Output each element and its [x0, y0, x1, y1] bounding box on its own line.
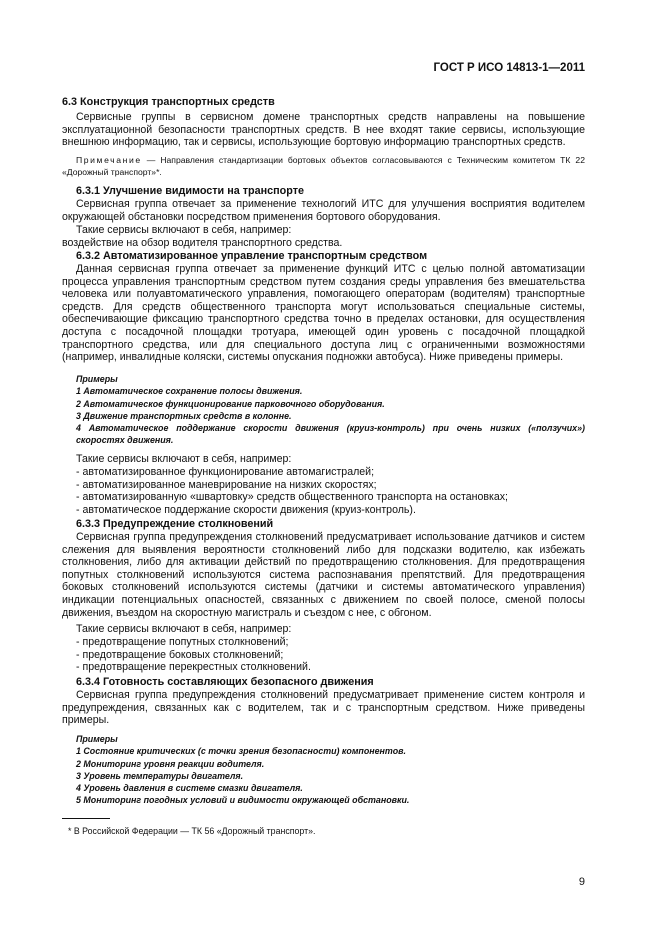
- list-item: - предотвращение попутных столкновений;: [76, 636, 289, 648]
- list-item: - автоматизированное функционирование автомагистралей;: [76, 466, 375, 478]
- examples-title: Примеры: [76, 374, 118, 384]
- examples-title: Примеры: [76, 734, 118, 744]
- section-6-3-2-intro: Такие сервисы включают в себя, например:: [76, 453, 292, 465]
- note-text: — Направления стандартизации бортовых объектов согласовываются с Техническим комитетом ТК 22 «Дорожный транспорт»*.: [62, 155, 585, 177]
- example-item: 2 Автоматическое функционирование парковочного оборудования.: [76, 398, 385, 409]
- page-number: 9: [578, 876, 585, 888]
- section-6-3-3-paragraph: Сервисная группа предупреждения столкновений предусматривает использование датчиков и систем слежения для выявления вероятности столкновений либо для подсказки водителю, как избежать столкновения, либо для активации действий по предотвращению столкновения. Для предотвращения попутных столкновений используются система распознавания препятствий. Для предотвращения боковых столкновений используются системы (датчики и системы автоматического управления) индикации потенциальных опасностей, связанных с движением по своей полосе, сменой полосы движения, въездом на скоростную магистраль и съездом с нее, с обгоном.: [62, 531, 585, 619]
- section-6-3-1-heading: 6.3.1 Улучшение видимости на транспорте: [76, 185, 304, 197]
- example-item: 3 Движение транспортных средств в колонне.: [76, 410, 292, 421]
- section-6-3-3-intro: Такие сервисы включают в себя, например:: [76, 623, 292, 635]
- example-item: 1 Состояние критических (с точки зрения безопасности) компонентов.: [76, 746, 406, 757]
- list-item: - предотвращение перекрестных столкновений.: [76, 661, 311, 674]
- examples-block-2: [76, 733, 585, 807]
- example-item: 4 Уровень давления в системе смазки двигателя.: [76, 783, 303, 794]
- footnote-divider: [62, 818, 110, 819]
- examples-block-1: [76, 373, 585, 447]
- document-id: ГОСТ Р ИСО 14813-1—2011: [433, 62, 585, 74]
- footnote: * В Российской Федерации — ТК 56 «Дорожный транспорт».: [68, 826, 316, 836]
- list-item: - автоматическое поддержание скорости движения (круиз-контроль).: [76, 503, 416, 516]
- note-label: Примечание: [76, 155, 142, 165]
- section-6-3-1-paragraph: Сервисная группа отвечает за применение технологий ИТС для улучшения восприятия водителем окружающей обстановки посредством применения бортового оборудования.: [62, 198, 585, 223]
- example-item: 2 Мониторинг уровня реакции водителя.: [76, 758, 265, 769]
- section-6-3-1-intro: Такие сервисы включают в себя, например:: [76, 224, 292, 236]
- example-item: 4 Автоматическое поддержание скорости движения (круиз-контроль) при очень низких («ползучих») скоростях движения.: [76, 423, 585, 446]
- section-6-3-3-heading: 6.3.3 Предупреждение столкновений: [76, 518, 274, 530]
- section-6-3-paragraph: Сервисные группы в сервисном домене транспортных средств направлены на повышение эксплуатационной безопасности транспортных средств. В нее входят такие сервисы, использующие внешнюю информацию, так и сервисы, использующие бортовую информацию транспортных средств.: [62, 111, 585, 149]
- section-6-3-2-paragraph: Данная сервисная группа отвечает за применение функций ИТС с целью полной автоматизации процесса управления транспортным средством путем создания среды управления без вмешательства человека или полуавтоматического управления, помогающего операторам (водителям) транспортные средств. Для средств общественного транспорта могут использоваться специальные системы, обеспечивающие фиксацию транспортного средства точно в пределах остановки, для осуществления доступа с посадочной площадки тротуара, имеющей один уровень с посадочной площадкой транспортного средства, или для специального доступа лиц с ограниченными возможностями (например, инвалидные коляски, системы опускания подножки автобуса). Ниже приведены примеры.: [62, 263, 585, 364]
- example-item: 3 Уровень температуры двигателя.: [76, 770, 244, 781]
- list-item: - предотвращение боковых столкновений;: [76, 648, 284, 661]
- section-6-3-heading: 6.3 Конструкция транспортных средств: [62, 96, 275, 108]
- list-item: - автоматизированное маневрирование на низких скоростях;: [76, 478, 377, 491]
- note: [62, 155, 585, 178]
- example-item: 5 Мониторинг погодных условий и видимости окружающей обстановки.: [76, 795, 410, 806]
- section-6-3-2-heading: 6.3.2 Автоматизированное управление транспортным средством: [76, 250, 428, 262]
- section-6-3-4-heading: 6.3.4 Готовность составляющих безопасного движения: [76, 676, 374, 688]
- section-6-3-3-list: [76, 636, 585, 674]
- section-6-3-1-item: воздействие на обзор водителя транспортного средства.: [62, 237, 343, 249]
- list-item: - автоматизированную «швартовку» средств общественного транспорта на остановках;: [76, 491, 508, 504]
- example-item: 1 Автоматическое сохранение полосы движения.: [76, 386, 303, 397]
- section-6-3-2-list: [76, 466, 585, 516]
- section-6-3-4-paragraph: Сервисная группа предупреждения столкновений предусматривает применение систем контроля и предупреждения, связанных как с водителем, так и с транспортным средством. Ниже приведены примеры.: [62, 689, 585, 727]
